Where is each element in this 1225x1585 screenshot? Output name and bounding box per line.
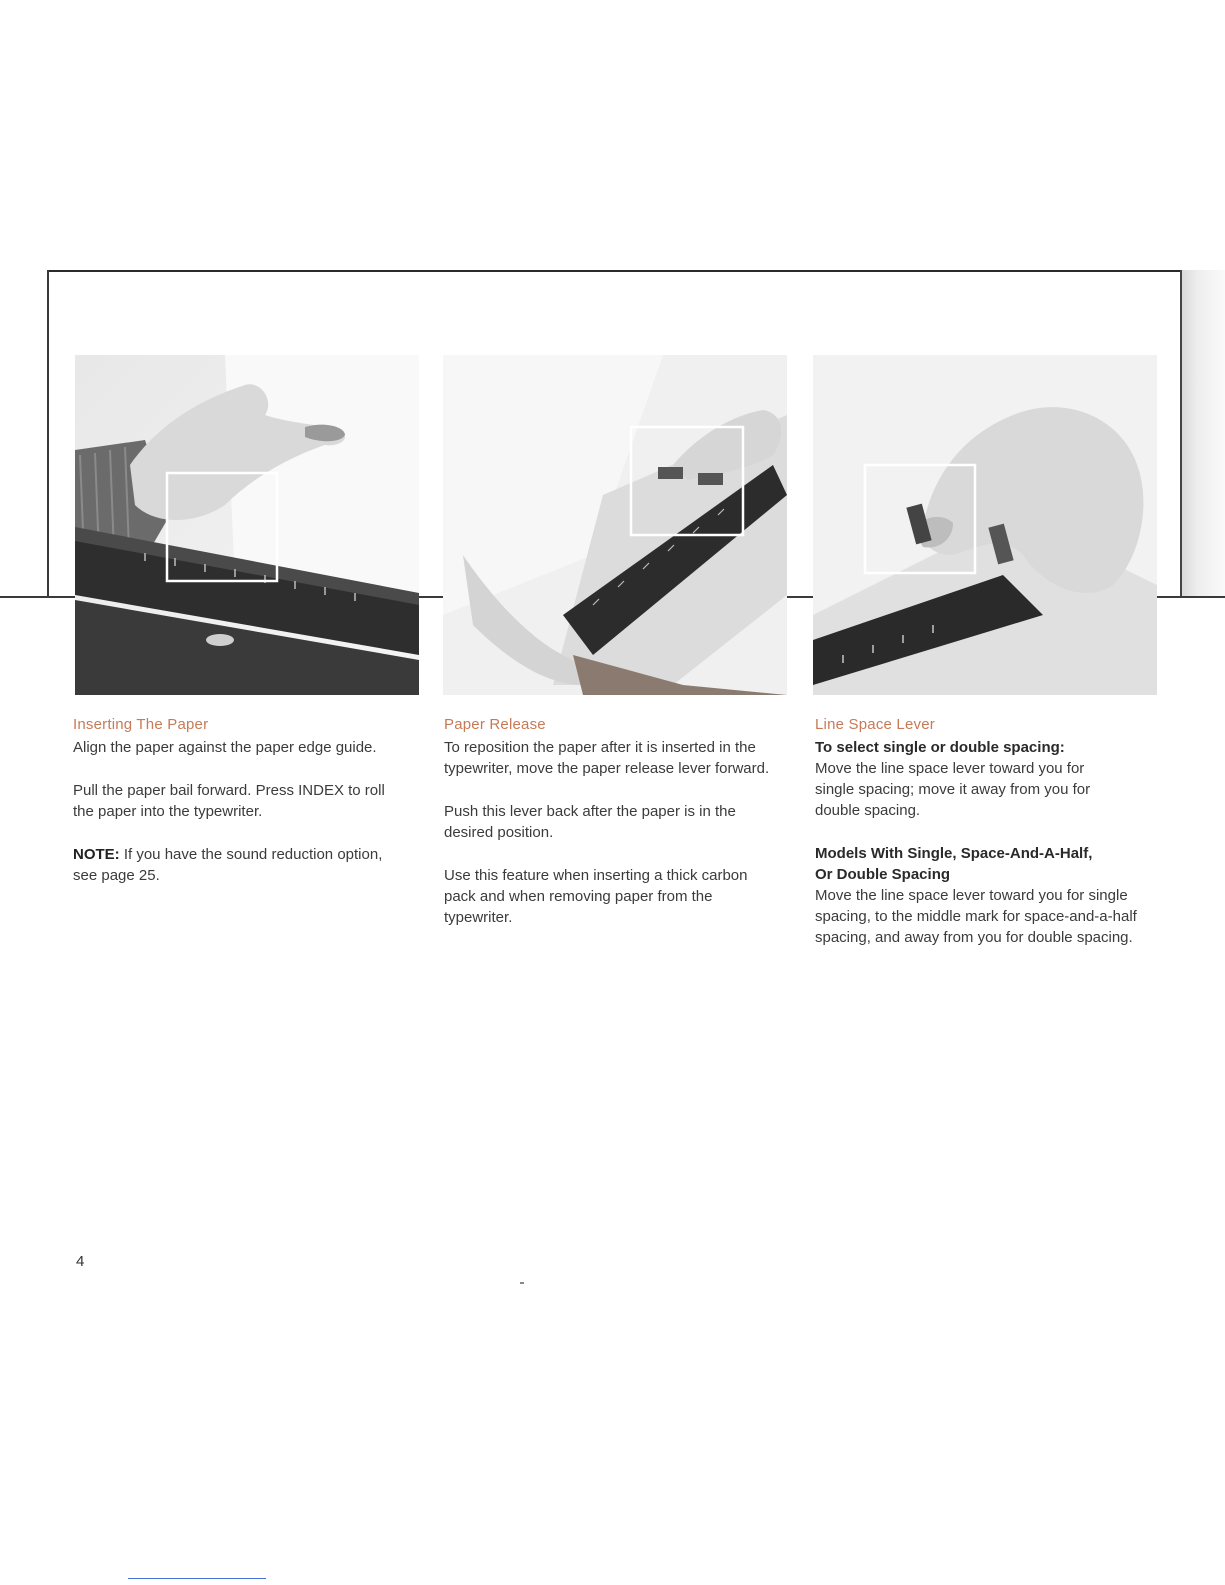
paragraph-move-lever: Move the line space lever toward you for single spacing; move it away from you for double spacing.	[815, 760, 1091, 819]
underline-mark	[128, 1578, 266, 1579]
subheading-select-spacing: To select single or double spacing:	[815, 739, 1065, 756]
paragraph-models-spacing: Move the line space lever toward you for single spacing, to the middle mark for space-and-a-half spacing, and away from you for double spacing.	[815, 887, 1137, 946]
paragraph-align-paper: Align the paper against the paper edge guide.	[73, 739, 377, 756]
photo-paper-release	[443, 355, 787, 695]
section-inserting-paper	[73, 716, 423, 908]
photo-line-space-lever	[813, 355, 1157, 695]
subheading-models-line2: Or Double Spacing	[815, 866, 951, 883]
heading-line-space-lever: Line Space Lever	[815, 716, 935, 733]
section-line-space-lever	[815, 716, 1165, 970]
note-paragraph	[73, 844, 408, 886]
paragraph-pull-bail: Pull the paper bail forward. Press INDEX to roll the paper into the typewriter.	[73, 782, 385, 820]
paragraph-use-feature: Use this feature when inserting a thick carbon pack and when removing paper from the typewriter.	[444, 867, 748, 926]
paragraph-push-back: Push this lever back after the paper is in the desired position.	[444, 803, 736, 841]
right-rule	[1180, 270, 1182, 598]
note-text: If you have the sound reduction option, see page 25.	[73, 846, 383, 884]
section-paper-release	[444, 716, 794, 950]
photo-inserting-paper	[75, 355, 419, 695]
heading-inserting-paper: Inserting The Paper	[73, 716, 209, 733]
subheading-models-line1: Models With Single, Space-And-A-Half,	[815, 845, 1093, 862]
heading-paper-release: Paper Release	[444, 716, 546, 733]
note-label: NOTE:	[73, 846, 120, 863]
page-number: 4	[76, 1253, 85, 1270]
dash-mark	[520, 1282, 524, 1284]
top-rule	[48, 270, 1183, 272]
paragraph-reposition: To reposition the paper after it is inserted in the typewriter, move the paper release lever forward.	[444, 739, 770, 777]
left-rule	[47, 270, 49, 598]
page-gutter-shade	[1180, 270, 1225, 598]
